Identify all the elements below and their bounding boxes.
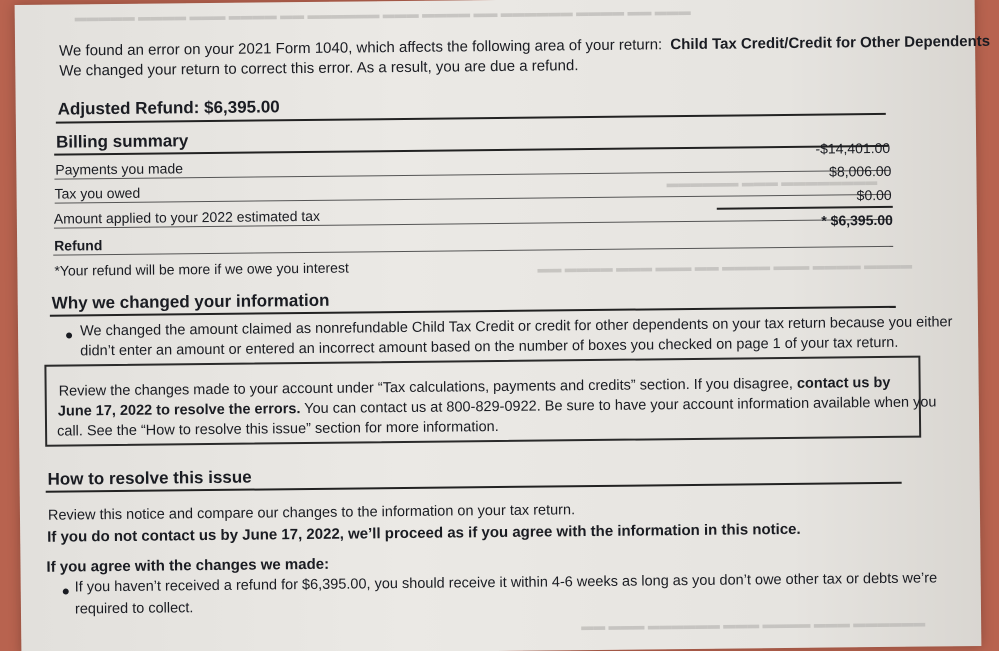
affected-area: Child Tax Credit/Credit for Other Dependents <box>670 32 991 54</box>
agree-heading: If you agree with the changes we made: <box>46 555 330 576</box>
resolve-deadline-line: If you do not contact us by June 17, 2022, we’ll proceed as if you agree with the information in this notice. <box>47 520 801 546</box>
billing-row-amount: $0.00 <box>856 186 892 204</box>
billing-row-label: Refund <box>54 237 103 254</box>
how-to-resolve-heading: How to resolve this issue <box>47 467 252 489</box>
billing-row-amount: $8,006.00 <box>829 162 892 180</box>
billing-row-label: Amount applied to your 2022 estimated tax <box>53 207 321 227</box>
bullet-icon <box>66 332 72 338</box>
contact-deadline-text: contact us by <box>796 374 891 392</box>
billing-row-label: Payments you made <box>55 160 184 178</box>
agree-bullet-line-2: required to collect. <box>74 600 194 618</box>
review-box-line-2-text: You can contact us at 800-829-0922. Be sure to have your account information available when you <box>304 394 937 418</box>
resolve-instruction-line: Review this notice and compare our changes to the information on your tax return. <box>47 502 576 524</box>
billing-row-amount: -$14,401.00 <box>815 139 891 157</box>
billing-summary-heading: Billing summary <box>55 131 189 152</box>
intro-line-1-text: We found an error on your 2021 Form 1040, which affects the following area of your return: <box>59 36 663 60</box>
intro-line-2: We changed your return to correct this error. As a result, you are due a refund. <box>59 57 579 80</box>
divider <box>717 206 893 210</box>
divider <box>55 194 891 204</box>
divider <box>53 246 893 256</box>
agree-bullet-line-1: If you haven’t received a refund for $6,395.00, you should receive it within 4-6 weeks as long as you don’t owe other tax or debts we’re <box>74 570 938 596</box>
review-box-line-1-text: Review the changes made to your account under “Tax calculations, payments and credits” section. If you disagree, <box>58 375 793 400</box>
bleed-through-text: ▬▬▬▬▬▬▬▬ ▬▬▬ ▬▬▬▬▬▬ <box>666 174 878 191</box>
bleed-through-text: ▬▬▬▬▬▬ ▬▬▬ ▬▬▬▬ ▬▬▬ ▬▬▬▬▬▬ ▬▬▬ ▬▬ <box>581 615 926 634</box>
bleed-through-text: ▬▬▬ ▬▬ ▬▬▬▬ ▬▬▬▬▬▬ ▬▬ ▬▬▬▬ ▬▬▬ ▬▬▬▬▬▬ ▬▬ ▬▬▬▬ ▬▬▬ ▬▬▬▬ ▬▬▬▬▬ <box>74 3 691 25</box>
why-changed-text-line-1: We changed the amount claimed as nonrefundable Child Tax Credit or credit for other dependents on your tax return because you either <box>79 314 953 340</box>
billing-row-label: Tax you owed <box>54 184 141 202</box>
review-box-line-3: call. See the “How to resolve this issue” section for more information. <box>57 418 499 440</box>
refund-amount: * $6,395.00 <box>821 211 893 229</box>
refund-footnote: *Your refund will be more if we owe you interest <box>54 259 349 279</box>
bleed-through-text: ▬▬▬▬ ▬▬▬▬ ▬▬▬ ▬▬▬▬ ▬▬ ▬▬▬ ▬▬▬ ▬▬▬▬ ▬▬ <box>537 257 913 276</box>
notice-page <box>15 0 991 651</box>
bullet-icon <box>63 589 69 595</box>
why-changed-heading: Why we changed your information <box>51 290 330 313</box>
resolve-deadline-text: June 17, 2022 to resolve the errors. <box>57 401 301 420</box>
intro-line-1 <box>59 33 990 61</box>
adjusted-refund-heading: Adjusted Refund: $6,395.00 <box>57 97 280 119</box>
why-changed-text-line-2: didn’t enter an amount or entered an incorrect amount based on the number of boxes you checked on page 1 of your tax return. <box>80 334 899 360</box>
